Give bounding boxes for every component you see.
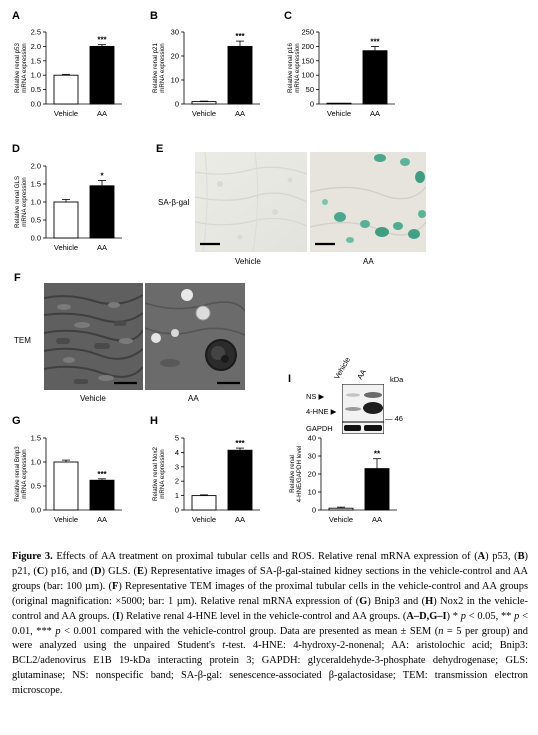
- y-tick-label: 0.0: [30, 505, 41, 515]
- y-tick-label: 20: [307, 469, 316, 479]
- x-tick-label: AA: [96, 109, 108, 118]
- y-tick-label: 200: [301, 41, 314, 51]
- y-tick-label: 20: [170, 51, 179, 61]
- bar-aa: [365, 469, 389, 510]
- panel-label-g: G: [12, 415, 21, 427]
- y-tick-label: 3: [174, 462, 179, 472]
- panel-label-i: I: [288, 373, 292, 385]
- bar-aa: [228, 46, 252, 104]
- y-tick-label: 5: [174, 433, 179, 443]
- panel-label-h: H: [150, 415, 158, 427]
- blot-ns-label: NS ▶: [306, 392, 325, 401]
- y-axis-label: Relative renal p53mRNA expression: [14, 43, 28, 93]
- chart-gls: [10, 158, 140, 264]
- significance-marker: **: [373, 449, 381, 459]
- tem-vehicle-image: [44, 283, 143, 390]
- bar-aa: [90, 186, 114, 238]
- blot-marker-label: — 46: [385, 414, 403, 423]
- y-tick-label: 2: [174, 476, 179, 486]
- bar-vehicle: [329, 508, 353, 510]
- y-tick-label: 30: [307, 451, 316, 461]
- blot-kda-label: kDa: [390, 375, 404, 384]
- bar-vehicle: [192, 102, 216, 104]
- panel-label-a: A: [12, 10, 20, 22]
- bar-aa: [228, 450, 252, 510]
- x-tick-label: Vehicle: [53, 243, 79, 252]
- y-tick-label: 1: [174, 491, 179, 501]
- arrow-icon: ▶: [318, 392, 325, 401]
- y-axis-label: Relative renal GLSmRNA expression: [14, 176, 28, 228]
- y-tick-label: 1.5: [30, 179, 41, 189]
- chart-nox2: [148, 430, 278, 536]
- f-tem-label: TEM: [14, 336, 31, 345]
- y-tick-label: 10: [307, 487, 316, 497]
- x-tick-label: AA: [234, 515, 246, 524]
- x-tick-label: Vehicle: [191, 109, 217, 118]
- blot-4hne-label: 4-HNE ▶: [306, 407, 337, 416]
- y-tick-label: 0: [309, 99, 314, 109]
- sa-beta-gal-vehicle-image: [195, 152, 307, 252]
- y-tick-label: 1.0: [30, 457, 41, 467]
- y-axis-label: Relative renal p16mRNA expression: [287, 43, 301, 93]
- bar-vehicle: [54, 75, 78, 104]
- y-axis-label: Relative renal Nox2mRNA expression: [152, 447, 166, 501]
- y-tick-label: 50: [305, 85, 314, 95]
- x-tick-label: Vehicle: [191, 515, 217, 524]
- significance-marker: ***: [235, 32, 245, 42]
- blot-lane-vehicle: Vehicle: [332, 355, 353, 381]
- blot-lane-aa: AA: [355, 367, 369, 381]
- figure-number: Figure 3.: [12, 551, 53, 562]
- bar-aa: [90, 480, 114, 510]
- blot-gapdh-label: GAPDH: [306, 424, 333, 433]
- arrow-icon: ▶: [330, 407, 337, 416]
- e-aa-label: AA: [363, 257, 374, 266]
- figure-caption: [12, 550, 528, 699]
- panel-label-b: B: [150, 10, 158, 22]
- panel-label-d: D: [12, 143, 20, 155]
- y-tick-label: 0.0: [30, 233, 41, 243]
- y-tick-label: 0.5: [30, 481, 41, 491]
- chart-4hne: [285, 430, 415, 536]
- bar-vehicle: [54, 462, 78, 510]
- y-tick-label: 0: [174, 505, 179, 515]
- y-tick-label: 250: [301, 27, 314, 37]
- f-aa-label: AA: [188, 394, 199, 403]
- x-tick-label: Vehicle: [328, 515, 354, 524]
- y-tick-label: 30: [170, 27, 179, 37]
- chart-p21: [148, 24, 278, 130]
- y-tick-label: 10: [170, 75, 179, 85]
- caption-text: Effects of AA treatment on proximal tubular cells and ROS. Relative renal mRNA expression of (A) p53, (B) p21, (C) p16, and (D) GLS. (E) Representative images of SA-β-gal-stained kidney sections in the vehicle-control and AA groups (bar: 100 µm). (F) Representative TEM images of the proximal tubular cells in the vehicle-control and AA groups (original magnification: ×5000; bar: 1 µm). Relative renal mRNA expression of (G) Bnip3 and (H) Nox2 in the vehicle-control and AA groups. (I) Relative renal 4-HNE level in the vehicle-control and AA groups. (A–D,G–I) * p < 0.05, ** p < 0.01, *** p < 0.001 compared with the vehicle-control group. Data are presented as mean ± SEM (n = 5 per group) and were analyzed using the unpaired Student's t-test. 4-HNE: 4-hydroxy-2-nonenal; AA: aristolochic acid; Bnip3: BCL2/adenovirus E1B 19-kDa interacting protein 3; GAPDH: glyceraldehyde-3-phosphate dehydrogenase; GLS: glutaminase; NS: nonspecific band; SA-β-gal: senescence-associated β-galactosidase; TEM: transmission electron microscope.: [12, 551, 529, 697]
- y-tick-label: 0: [174, 99, 179, 109]
- e-stain-label: SA-β-gal: [158, 198, 190, 207]
- y-tick-label: 100: [301, 70, 314, 80]
- y-tick-label: 40: [307, 433, 316, 443]
- y-tick-label: 0: [311, 505, 316, 515]
- bar-vehicle: [192, 496, 216, 510]
- tem-aa-image: [145, 283, 245, 390]
- y-tick-label: 0.5: [30, 85, 41, 95]
- x-tick-label: AA: [96, 243, 108, 252]
- y-tick-label: 0.5: [30, 215, 41, 225]
- y-tick-label: 2.5: [30, 27, 41, 37]
- y-tick-label: 4: [174, 447, 179, 457]
- y-tick-label: 1.5: [30, 433, 41, 443]
- f-vehicle-label: Vehicle: [80, 394, 106, 403]
- significance-marker: ***: [235, 439, 245, 449]
- y-tick-label: 1.0: [30, 197, 41, 207]
- y-axis-label: Relative renal4-HNE/GAPDH level: [289, 445, 303, 503]
- x-tick-label: Vehicle: [53, 109, 79, 118]
- x-tick-label: AA: [234, 109, 246, 118]
- significance-marker: ***: [370, 37, 380, 47]
- y-tick-label: 2.0: [30, 161, 41, 171]
- sa-beta-gal-aa-image: [310, 152, 426, 252]
- y-axis-label: Relative renal Bnip3mRNA expression: [14, 446, 28, 502]
- y-tick-label: 2.0: [30, 41, 41, 51]
- panel-label-f: F: [14, 272, 21, 284]
- western-blot-image: [342, 384, 384, 434]
- bar-aa: [90, 46, 114, 104]
- y-tick-label: 150: [301, 56, 314, 66]
- x-tick-label: Vehicle: [326, 109, 352, 118]
- bar-vehicle: [54, 202, 78, 238]
- x-tick-label: AA: [369, 109, 381, 118]
- y-axis-label: Relative renal p21mRNA expression: [152, 43, 166, 93]
- e-vehicle-label: Vehicle: [235, 257, 261, 266]
- chart-bnip3: [10, 430, 140, 536]
- y-tick-label: 1.0: [30, 70, 41, 80]
- y-tick-label: 1.5: [30, 56, 41, 66]
- x-tick-label: AA: [371, 515, 383, 524]
- y-tick-label: 0.0: [30, 99, 41, 109]
- chart-p53: [10, 24, 140, 130]
- bar-aa: [363, 51, 387, 104]
- panel-label-c: C: [284, 10, 292, 22]
- significance-marker: ***: [97, 469, 107, 479]
- significance-marker: *: [100, 171, 104, 181]
- x-tick-label: Vehicle: [53, 515, 79, 524]
- x-tick-label: AA: [96, 515, 108, 524]
- significance-marker: ***: [97, 35, 107, 45]
- panel-label-e: E: [156, 143, 164, 155]
- chart-p16: [283, 24, 413, 130]
